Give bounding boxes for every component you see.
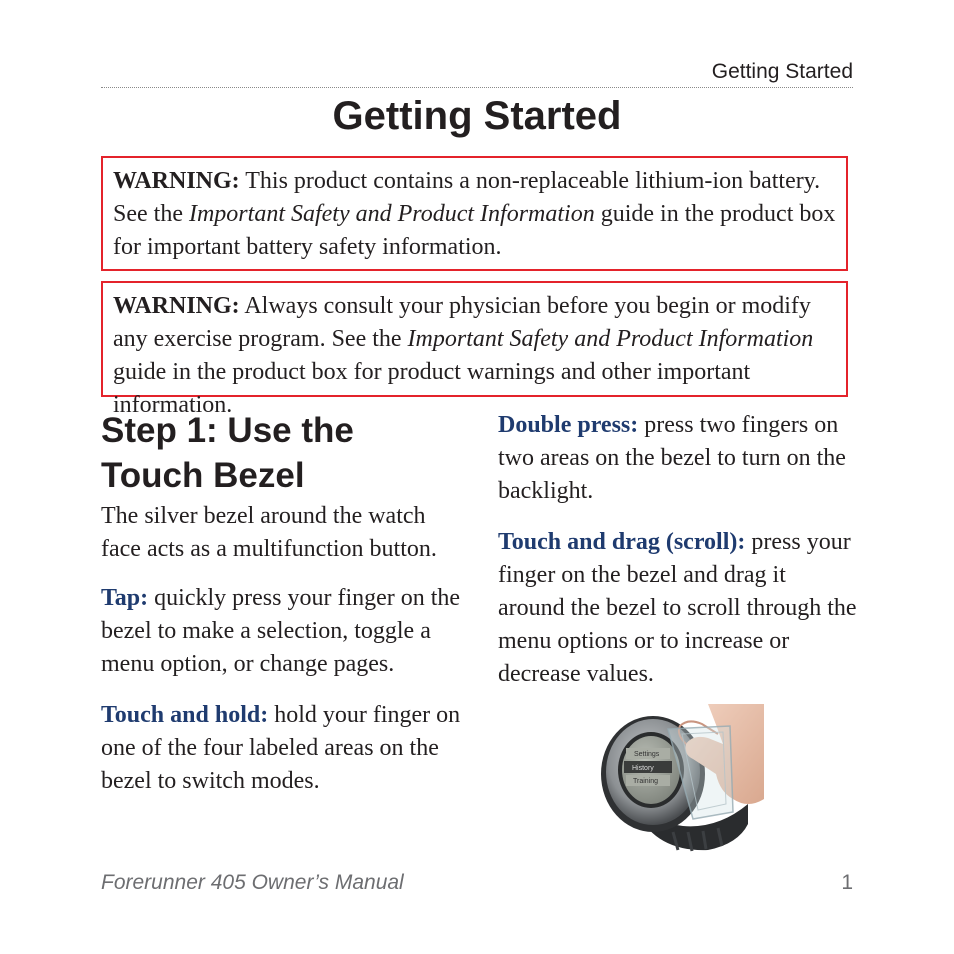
tap-paragraph: [101, 582, 461, 681]
header-divider: [101, 87, 853, 88]
term-label: Touch and hold:: [101, 702, 269, 728]
term-description: quickly press your finger on the bezel to make a selection, toggle a menu option, or change pages.: [101, 585, 461, 677]
term-label: Tap:: [101, 585, 149, 611]
term-label: Double press:: [498, 412, 639, 438]
screen-row-label: History: [632, 765, 654, 772]
warning-text: guide in the product box for important battery safety information.: [113, 201, 836, 260]
step-heading: [101, 408, 481, 498]
step-heading-line: Touch Bezel: [101, 456, 305, 495]
guide-title: Important Safety and Product Information: [407, 326, 814, 352]
term-description: press your finger on the bezel and drag it around the bezel to scroll through the menu options or to increase or decrease values.: [498, 529, 857, 687]
page-number: 1: [841, 871, 853, 894]
running-header: Getting Started: [711, 60, 853, 83]
warning-text: This product contains a non-replaceable lithium-ion battery. See the: [113, 168, 821, 227]
warning-text: Always consult your physician before you begin or modify any exercise program. See the: [113, 293, 811, 352]
screen-row-label: Training: [633, 778, 659, 785]
watch-bezel-photo: [598, 704, 764, 854]
battery-warning-box: [101, 156, 848, 271]
term-label: Touch and drag (scroll):: [498, 529, 746, 555]
physician-warning-box: [101, 281, 848, 418]
touch-drag-paragraph: [498, 526, 858, 691]
footer-manual-title: Forerunner 405 Owner’s Manual: [101, 871, 404, 894]
guide-title: Important Safety and Product Information: [188, 201, 595, 227]
term-description: press two fingers on two areas on the bezel to turn on the backlight.: [498, 412, 846, 504]
step-heading-line: Step 1: Use the: [101, 411, 354, 450]
warning-label: WARNING:: [113, 168, 240, 194]
warning-text: guide in the product box for product warnings and other important information.: [113, 359, 751, 418]
touch-hold-paragraph: [101, 699, 461, 798]
warning-label: WARNING:: [113, 293, 240, 319]
intro-paragraph: [101, 500, 461, 566]
page-title: Getting Started: [332, 94, 622, 138]
intro-text: The silver bezel around the watch face acts as a multifunction button.: [101, 503, 437, 562]
screen-row-label: Settings: [634, 751, 660, 758]
double-press-paragraph: [498, 409, 858, 508]
term-description: hold your finger on one of the four labeled areas on the bezel to switch modes.: [101, 702, 461, 794]
